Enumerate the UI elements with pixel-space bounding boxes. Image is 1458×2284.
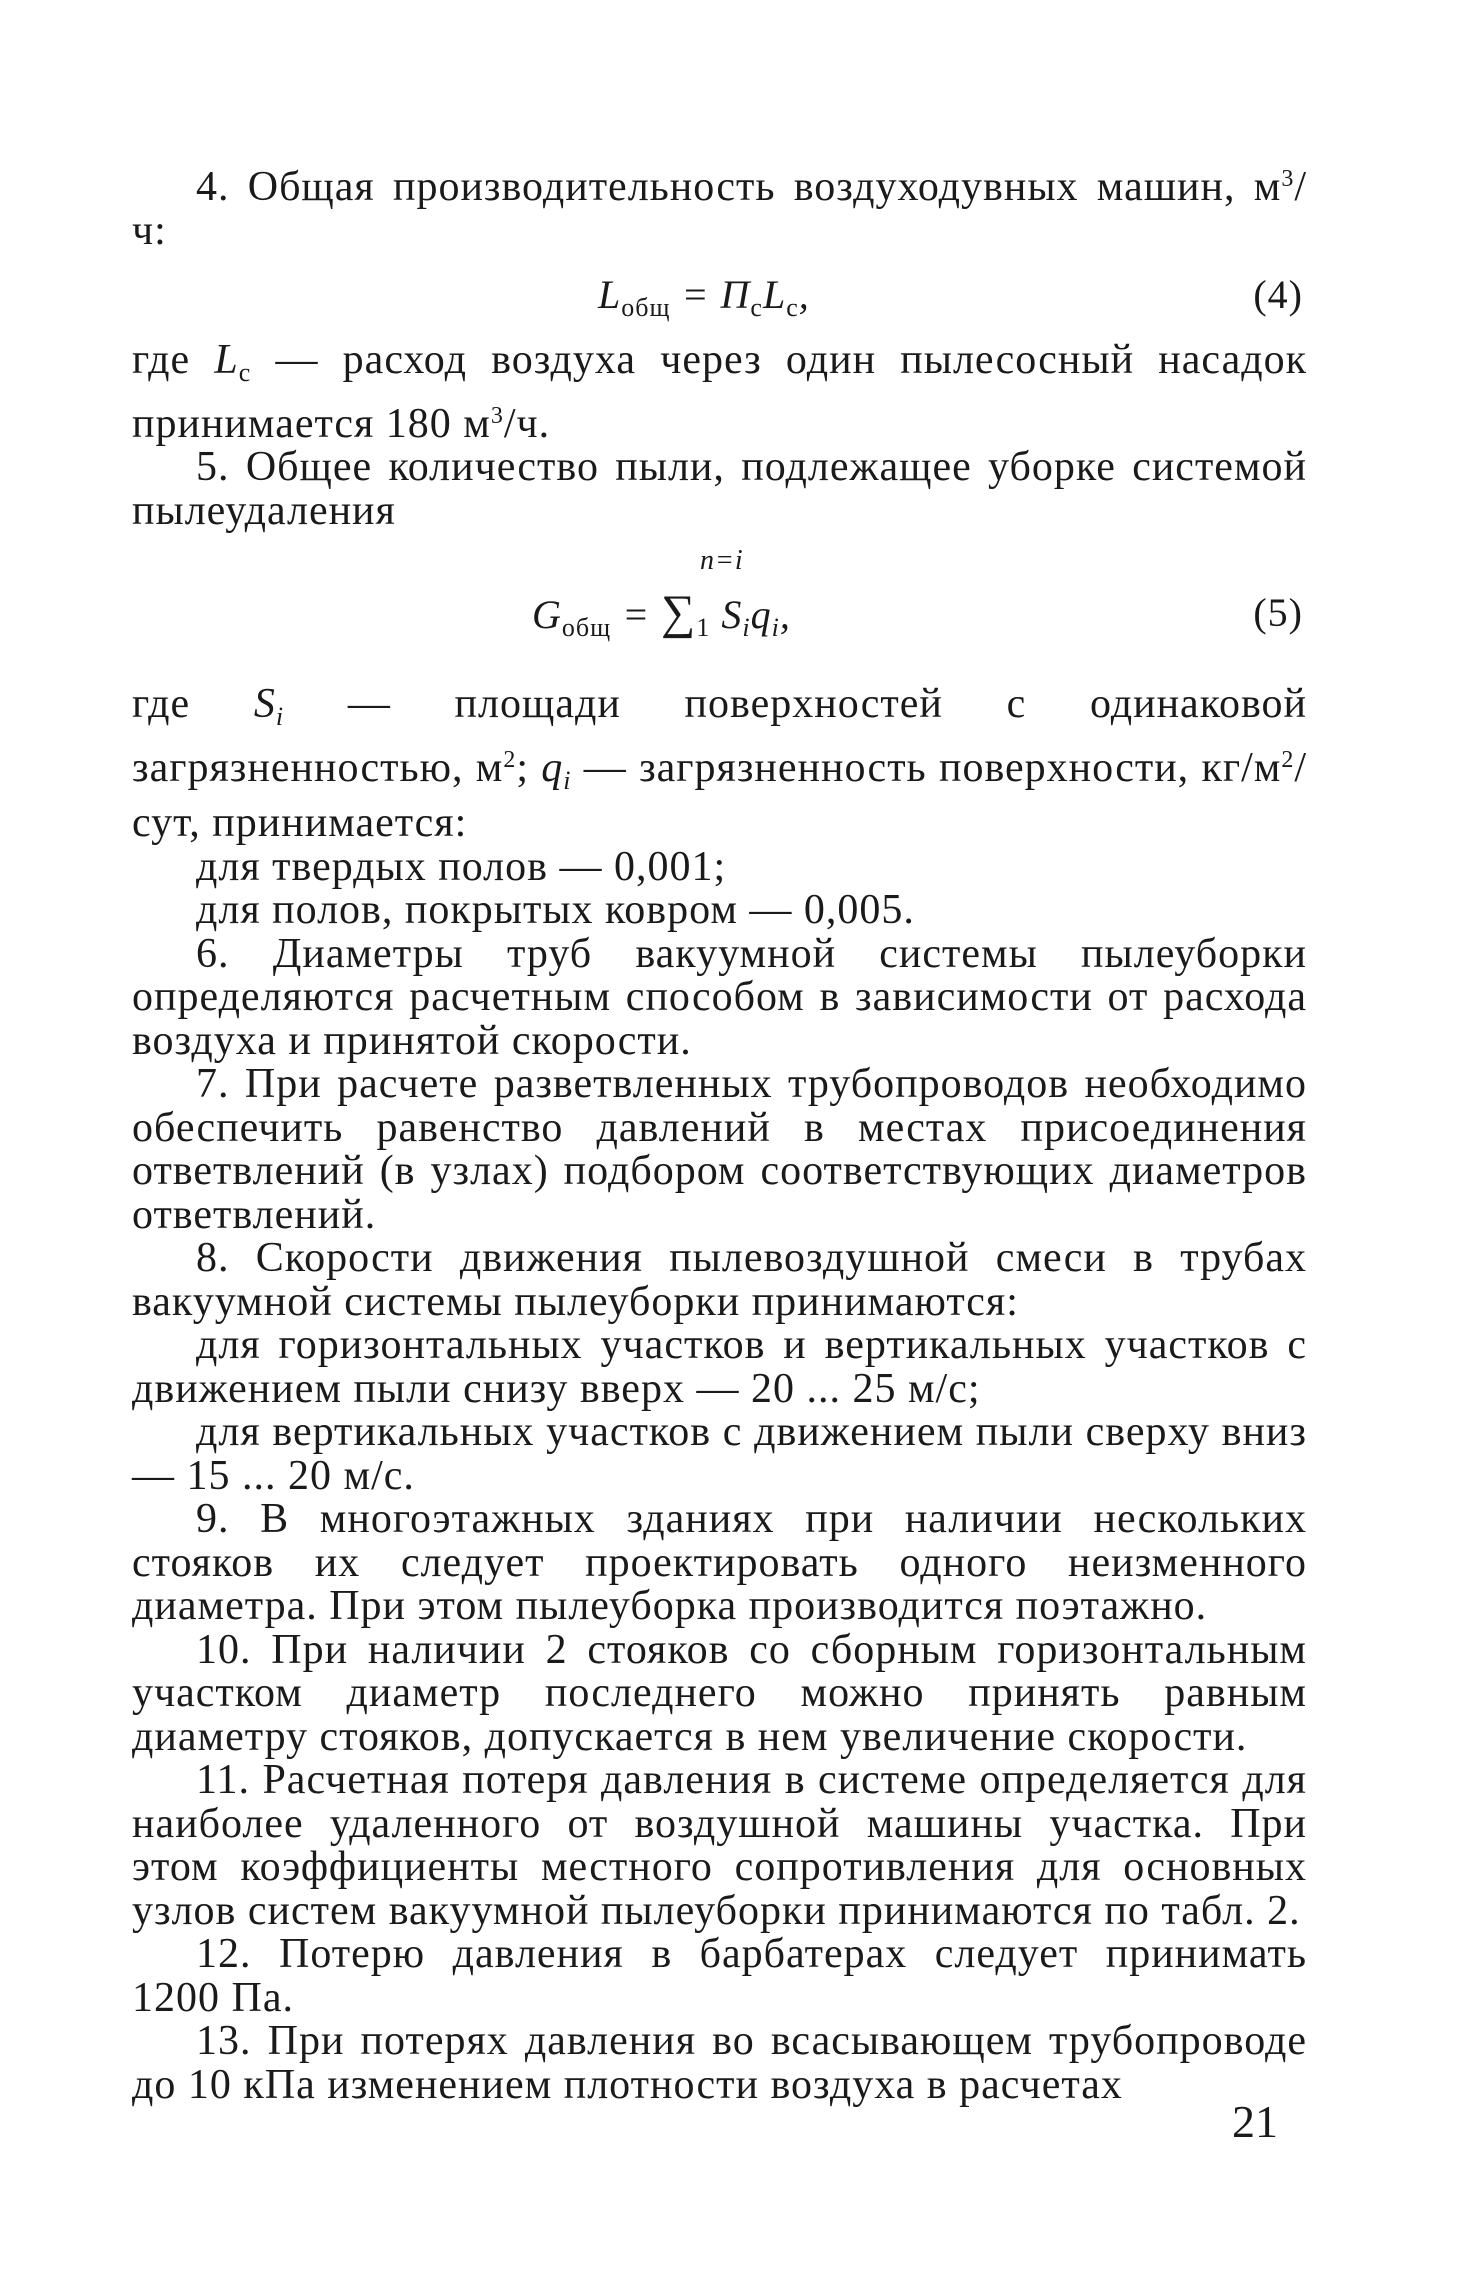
paragraph-4-explanation: где $L_с$ — расход воздуха через один пылесосный насадок принимается 180 $м^3/ч$. xyxy=(132,337,1307,447)
list-item-horizontal: для горизонтальных участков и вертикальных участков с движением пыли снизу вверх — 20 ... 25 м/с; xyxy=(132,1322,1307,1412)
page-body xyxy=(132,158,1307,2107)
page-number: 21 xyxy=(1232,2096,1278,2147)
unit-superscript: 3 xyxy=(1281,166,1295,192)
formula-5-expression: $G_{общ} = \sum_1$ $S_iq_i$, xyxy=(532,586,791,642)
paragraph-13: 13. При потерях давления во всасывающем трубопроводе до 10 кПа изменением плотности воздуха в расчетах xyxy=(132,2018,1307,2108)
paragraph-7: 7. При расчете разветвленных трубопроводов необходимо обеспечить равенство давлений в местах присоединения ответвлений (в узлах) подбором соответствующих диаметров ответвлений. xyxy=(132,1061,1307,1238)
sum-upper-limit: n=i xyxy=(700,545,744,576)
formula-4-number: (4) xyxy=(1253,272,1303,317)
paragraph-10: 10. При наличии 2 стояков со сборным горизонтальным участком диаметр последнего можно принять равным диаметру стояков, допускается в нем увеличение скорости. xyxy=(132,1626,1307,1760)
paragraph-4-text: 4. Общая производительность воздуходувных машин, м xyxy=(196,164,1282,210)
sigma-symbol: ∑ xyxy=(661,586,697,639)
paragraph-5: 5. Общее количество пыли, подлежащее уборке системой пылеудаления xyxy=(132,444,1307,534)
paragraph-11: 11. Расчетная потеря давления в системе определяется для наиболее удаленного от воздушной машины участка. При этом коэффициенты местного сопротивления для основных узлов систем вакуумной пылеуборки принимаются по табл. 2. xyxy=(132,1757,1307,1934)
paragraph-8: 8. Скорости движения пылевоздушной смеси в трубах вакуумной системы пылеуборки принимаются: xyxy=(132,1235,1307,1325)
formula-5 xyxy=(132,533,1307,683)
formula-5-number: (5) xyxy=(1253,590,1303,635)
paragraph-6: 6. Диаметры труб вакуумной системы пылеуборки определяются расчетным способом в зависимости от расхода воздуха и принятой скорости. xyxy=(132,930,1307,1064)
formula-4-expression: $L_{общ} = П_сL_с$, xyxy=(598,272,810,322)
paragraph-5-explanation: где $S_i$ — площади поверхностей с одинаковой загрязненностью, $м^2$; $q_i$ — загрязненность поверхности, $кг/м^2$/сут, принимается: xyxy=(132,681,1307,846)
paragraph-9: 9. В многоэтажных зданиях при наличии нескольких стояков их следует проектировать одного неизменного диаметра. При этом пылеуборка производится поэтажно. xyxy=(132,1496,1307,1629)
list-item-carpet-floors: для полов, покрытых ковром — 0,005. xyxy=(196,887,915,933)
list-item-vertical: для вертикальных участков с движением пыли сверху вниз — 15 ... 20 м/с. xyxy=(132,1409,1307,1499)
paragraph-4 xyxy=(132,158,1307,253)
formula-4 xyxy=(132,253,1307,339)
paragraph-12: 12. Потерю давления в барбатерах следует принимать 1200 Па. xyxy=(132,1931,1307,2021)
list-item-hard-floors: для твердых полов — 0,001; xyxy=(196,843,727,890)
paragraph-4-tail: /ч: xyxy=(132,164,1307,254)
